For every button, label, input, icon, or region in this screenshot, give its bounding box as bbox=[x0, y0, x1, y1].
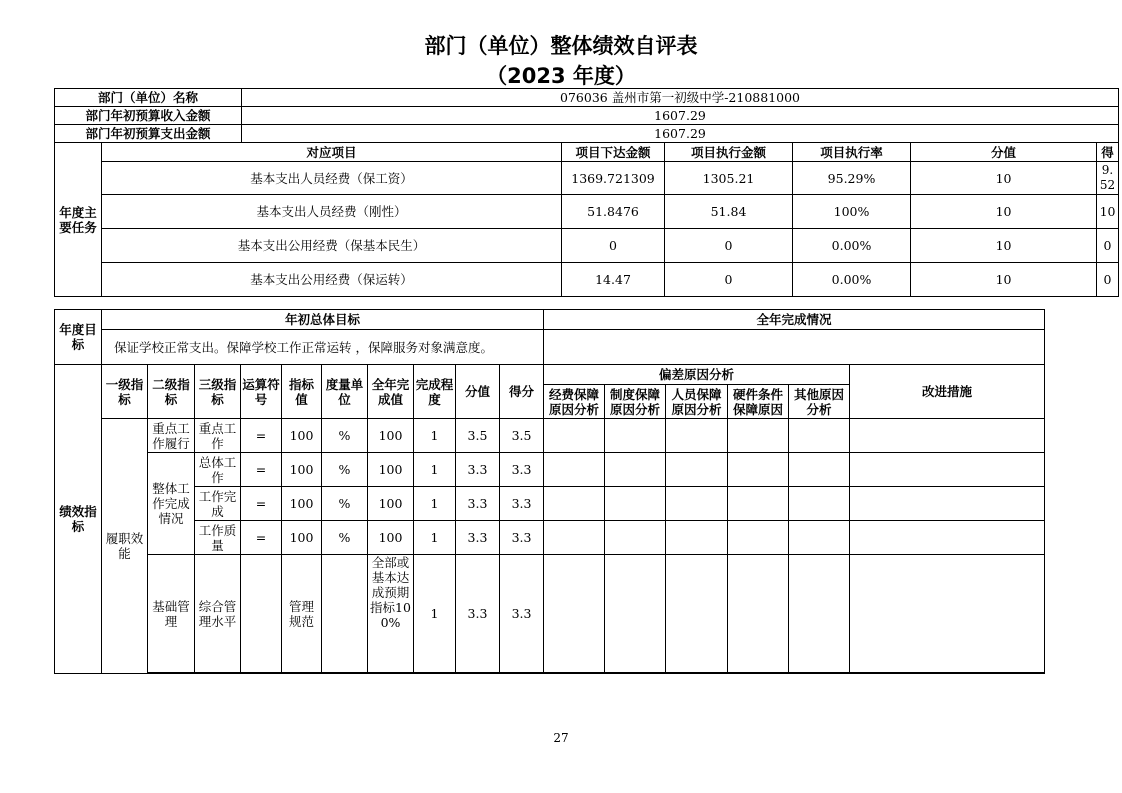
unit-name-value: 076036 盖州市第一初级中学-210881000 bbox=[242, 89, 1119, 107]
score: 3.3 bbox=[456, 487, 500, 521]
task-item: 基本支出公用经费（保运转） bbox=[102, 263, 562, 297]
target: 100 bbox=[282, 419, 322, 453]
header-unit: 度量单位 bbox=[322, 365, 368, 419]
table-row bbox=[55, 162, 1122, 195]
header-executed: 项目执行金额 bbox=[665, 143, 793, 162]
unit: % bbox=[322, 521, 368, 555]
header-target: 指标值 bbox=[282, 365, 322, 419]
header-dev-staff: 人员保障原因分析 bbox=[666, 385, 728, 419]
task-issued: 0 bbox=[562, 229, 665, 263]
l1-label: 履职效能 bbox=[102, 419, 148, 674]
table-row bbox=[55, 453, 1045, 487]
l2-label: 基础管理 bbox=[148, 555, 195, 673]
l3-label: 总体工作 bbox=[195, 453, 241, 487]
got: 3.3 bbox=[500, 555, 544, 673]
table-row bbox=[55, 419, 1045, 453]
got: 3.3 bbox=[500, 521, 544, 555]
goals-section-label: 年度目标 bbox=[55, 310, 102, 365]
degree: 1 bbox=[414, 419, 456, 453]
page-subtitle: （2023 年度） bbox=[486, 64, 636, 88]
header-dev-system: 制度保障原因分析 bbox=[605, 385, 666, 419]
unit-name-label: 部门（单位）名称 bbox=[55, 89, 242, 107]
header-l2: 二级指标 bbox=[148, 365, 195, 419]
op: = bbox=[241, 521, 282, 555]
performance-indicator-table bbox=[54, 309, 1045, 674]
task-got: 10 bbox=[1097, 195, 1119, 229]
header-score: 分值 bbox=[456, 365, 500, 419]
task-executed: 0 bbox=[665, 229, 793, 263]
degree: 1 bbox=[414, 487, 456, 521]
indicators-section-label: 绩效指标 bbox=[55, 365, 102, 674]
op: = bbox=[241, 453, 282, 487]
task-issued: 14.47 bbox=[562, 263, 665, 297]
task-got: 9.52 bbox=[1097, 162, 1119, 195]
task-executed: 1305.21 bbox=[665, 162, 793, 195]
budget-task-table bbox=[54, 88, 1122, 297]
l3-label: 综合管理水平 bbox=[195, 555, 241, 673]
task-executed: 0 bbox=[665, 263, 793, 297]
header-degree: 完成程度 bbox=[414, 365, 456, 419]
target: 100 bbox=[282, 521, 322, 555]
op: = bbox=[241, 487, 282, 521]
header-l3: 三级指标 bbox=[195, 365, 241, 419]
actual: 100 bbox=[368, 487, 414, 521]
score: 3.5 bbox=[456, 419, 500, 453]
target: 100 bbox=[282, 453, 322, 487]
actual: 100 bbox=[368, 453, 414, 487]
task-got: 0 bbox=[1097, 263, 1119, 297]
task-item: 基本支出公用经费（保基本民生） bbox=[102, 229, 562, 263]
table-row bbox=[55, 229, 1122, 263]
header-issued: 项目下达金额 bbox=[562, 143, 665, 162]
score: 3.3 bbox=[456, 521, 500, 555]
page-number: 27 bbox=[553, 731, 569, 745]
unit: % bbox=[322, 453, 368, 487]
target: 100 bbox=[282, 487, 322, 521]
degree: 1 bbox=[414, 453, 456, 487]
header-got: 得 bbox=[1097, 143, 1119, 162]
header-l1: 一级指标 bbox=[102, 365, 148, 419]
op: = bbox=[241, 419, 282, 453]
header-rate: 项目执行率 bbox=[793, 143, 911, 162]
score: 3.3 bbox=[456, 453, 500, 487]
task-score: 10 bbox=[911, 263, 1097, 297]
table-row bbox=[55, 195, 1122, 229]
header-dev-other: 其他原因分析 bbox=[789, 385, 850, 419]
unit bbox=[322, 555, 368, 673]
l3-label: 工作质量 bbox=[195, 521, 241, 555]
task-item: 基本支出人员经费（刚性） bbox=[102, 195, 562, 229]
task-rate: 0.00% bbox=[793, 229, 911, 263]
plan-text: 保证学校正常支出。保障学校工作正常运转 ，保障服务对象满意度。 bbox=[102, 330, 544, 365]
task-score: 10 bbox=[911, 195, 1097, 229]
task-rate: 100% bbox=[793, 195, 911, 229]
header-got: 得分 bbox=[500, 365, 544, 419]
task-issued: 1369.721309 bbox=[562, 162, 665, 195]
task-rate: 95.29% bbox=[793, 162, 911, 195]
task-score: 10 bbox=[911, 162, 1097, 195]
actual: 100 bbox=[368, 521, 414, 555]
op bbox=[241, 555, 282, 673]
header-improve: 改进措施 bbox=[850, 365, 1045, 419]
table-row bbox=[55, 521, 1045, 555]
header-actual: 全年完成值 bbox=[368, 365, 414, 419]
plan-header: 年初总体目标 bbox=[102, 310, 544, 330]
header-dev-funding: 经费保障原因分析 bbox=[544, 385, 605, 419]
table-row bbox=[55, 263, 1122, 297]
header-op: 运算符号 bbox=[241, 365, 282, 419]
task-got: 0 bbox=[1097, 229, 1119, 263]
unit: % bbox=[322, 487, 368, 521]
got: 3.3 bbox=[500, 453, 544, 487]
l2-label: 重点工作履行 bbox=[148, 419, 195, 453]
l3-label: 工作完成 bbox=[195, 487, 241, 521]
table-row bbox=[55, 555, 1045, 673]
header-item: 对应项目 bbox=[102, 143, 562, 162]
degree: 1 bbox=[414, 521, 456, 555]
expense-value: 1607.29 bbox=[242, 125, 1119, 143]
tasks-section-label: 年度主要任务 bbox=[55, 143, 102, 297]
done-text bbox=[544, 330, 1045, 365]
actual: 全部或基本达成预期指标100% bbox=[368, 555, 414, 673]
task-issued: 51.8476 bbox=[562, 195, 665, 229]
header-dev-hardware: 硬件条件保障原因 bbox=[728, 385, 789, 419]
income-value: 1607.29 bbox=[242, 107, 1119, 125]
got: 3.5 bbox=[500, 419, 544, 453]
unit: % bbox=[322, 419, 368, 453]
score: 3.3 bbox=[456, 555, 500, 673]
degree: 1 bbox=[414, 555, 456, 673]
task-executed: 51.84 bbox=[665, 195, 793, 229]
table-row bbox=[55, 487, 1045, 521]
page-title: 部门（单位）整体绩效自评表 bbox=[424, 34, 698, 58]
expense-label: 部门年初预算支出金额 bbox=[55, 125, 242, 143]
task-score: 10 bbox=[911, 229, 1097, 263]
l2-label: 整体工作完成情况 bbox=[148, 453, 195, 555]
income-label: 部门年初预算收入金额 bbox=[55, 107, 242, 125]
got: 3.3 bbox=[500, 487, 544, 521]
actual: 100 bbox=[368, 419, 414, 453]
task-item: 基本支出人员经费（保工资） bbox=[102, 162, 562, 195]
target: 管理规范 bbox=[282, 555, 322, 673]
header-score: 分值 bbox=[911, 143, 1097, 162]
done-header: 全年完成情况 bbox=[544, 310, 1045, 330]
task-rate: 0.00% bbox=[793, 263, 911, 297]
l3-label: 重点工作 bbox=[195, 419, 241, 453]
header-deviation: 偏差原因分析 bbox=[544, 365, 850, 385]
